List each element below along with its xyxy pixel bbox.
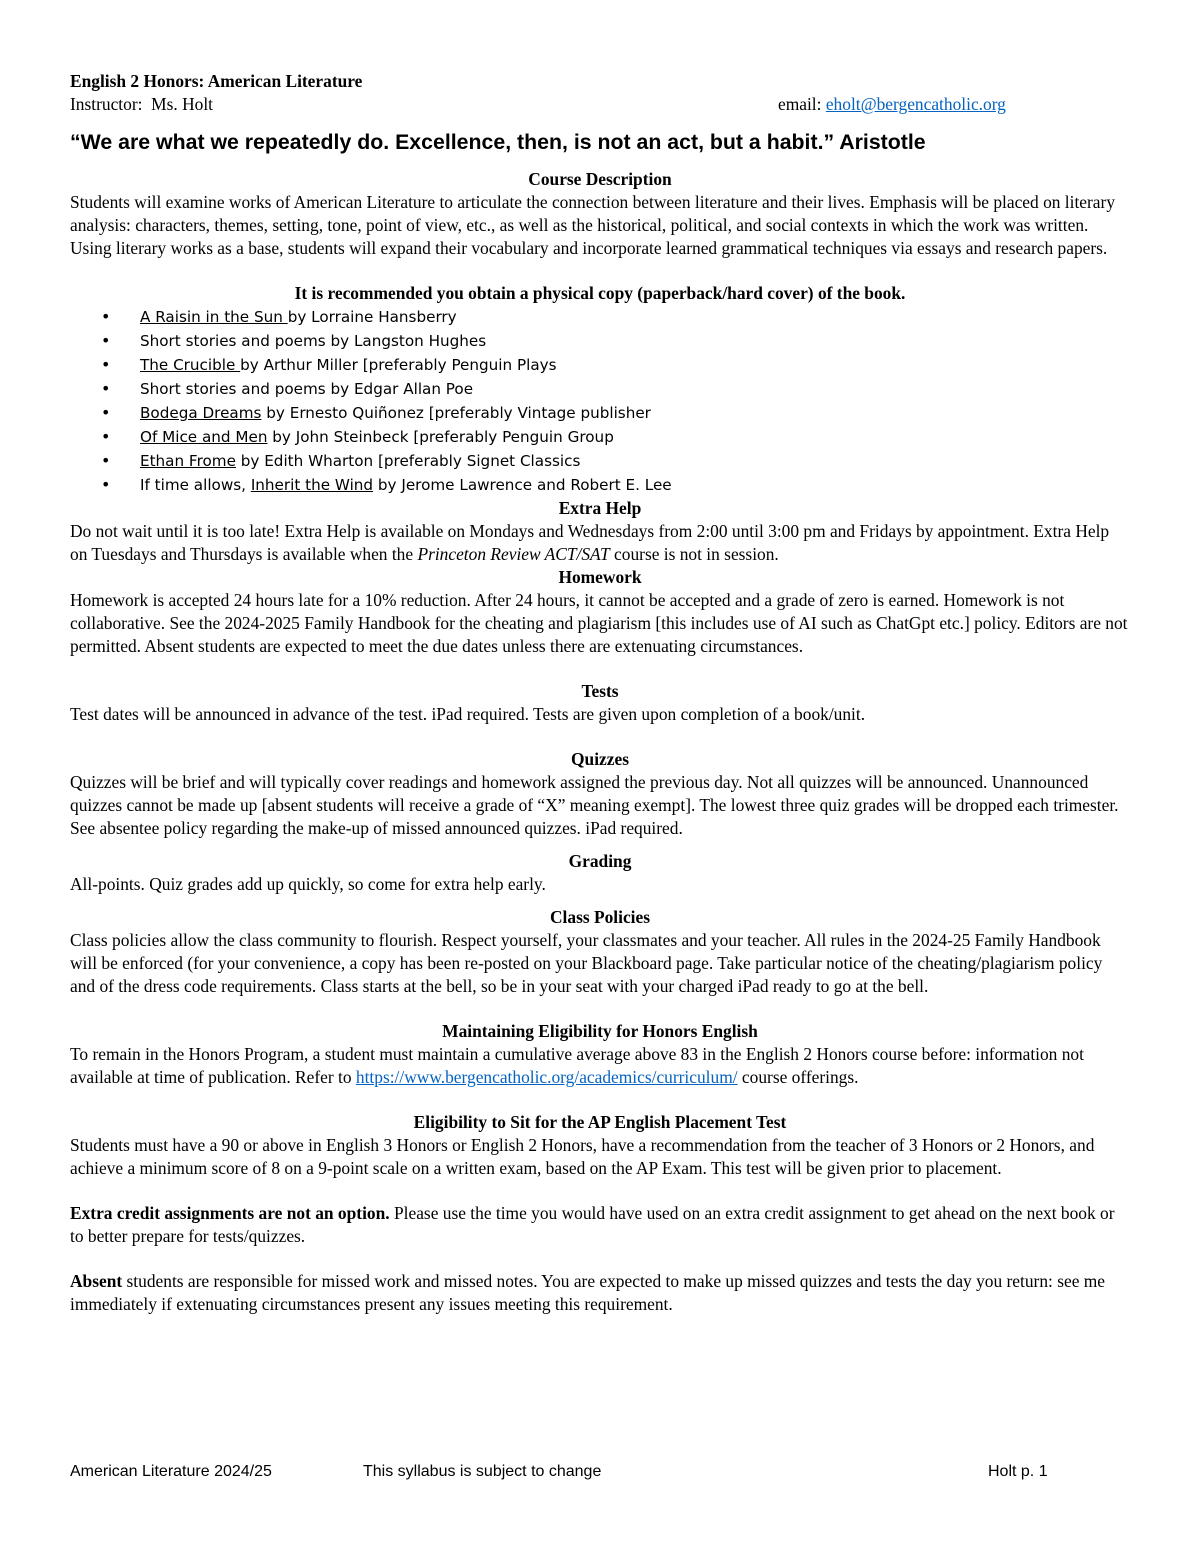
tests-body: Test dates will be announced in advance of the test. iPad required. Tests are given upon completion of a book/unit.: [70, 704, 866, 724]
eligibility-heading: Maintaining Eligibility for Honors English: [442, 1021, 758, 1041]
book-item: • Ethan Frome by Edith Wharton [preferably Signet Classics: [70, 449, 1130, 473]
book-title: Ethan Frome: [140, 452, 236, 470]
footer-center: This syllabus is subject to change: [363, 1463, 602, 1480]
class-policies-body: Class policies allow the class community to flourish. Respect yourself, your classmates and your teacher. All rules in the 2024-25 Family Handbook will be enforced (for your convenience, a copy has been re-posted on your Blackboard page. Take particular notice of the cheating/plagiarism policy and of the dress code requirements. Class starts at the bell, so be in your seat with your charged iPad ready to go at the bell.: [70, 930, 1103, 996]
curriculum-link[interactable]: https://www.bergencatholic.org/academics/curriculum/: [355, 1067, 738, 1087]
book-title: A Raisin in the Sun: [140, 308, 288, 326]
email-link[interactable]: eholt@bergencatholic.org: [825, 94, 1006, 114]
bullet-icon: •: [101, 307, 111, 326]
syllabus-page: [70, 70, 1130, 1316]
book-item: • The Crucible by Arthur Miller [preferably Penguin Plays: [70, 353, 1130, 377]
footer-page-number: Holt p. 1: [988, 1463, 1048, 1480]
quizzes-heading: Quizzes: [571, 749, 629, 769]
email-block: [778, 93, 1006, 116]
bullet-icon: •: [101, 355, 111, 374]
instructor-name: Ms. Holt: [151, 94, 213, 114]
tests-heading: Tests: [581, 681, 619, 701]
book-title: The Crucible: [140, 356, 241, 374]
book-item: • A Raisin in the Sun by Lorraine Hansberry: [70, 305, 1130, 329]
book-title: Bodega Dreams: [140, 404, 262, 422]
ap-eligibility-body: Students must have a 90 or above in English 3 Honors or English 2 Honors, have a recommendation from the teacher of 3 Honors or 2 Honors, and achieve a minimum score of 8 on a 9-point scale on a written exam, based on the AP Exam. This test will be given prior to placement.: [70, 1135, 1095, 1178]
extra-credit-paragraph: Extra credit assignments are not an option. Please use the time you would have used on an extra credit assignment to get ahead on the next book or to better prepare for tests/quizzes.: [70, 1203, 1115, 1246]
book-title: Inherit the Wind: [250, 476, 374, 494]
absent-paragraph: Absent students are responsible for missed work and missed notes. You are expected to make up missed quizzes and tests the day you return: see me immediately if extenuating circumstances present any issues meeting this requirement.: [70, 1271, 1106, 1314]
book-item: • Of Mice and Men by John Steinbeck [preferably Penguin Group: [70, 425, 1130, 449]
books-heading: It is recommended you obtain a physical copy (paperback/hard cover) of the book.: [294, 283, 906, 303]
book-item: • Short stories and poems by Langston Hughes: [70, 329, 1130, 353]
grading-body: All-points. Quiz grades add up quickly, so come for extra help early.: [70, 874, 546, 894]
aristotle-quote: “We are what we repeatedly do. Excellence, then, is not an act, but a habit.” Aristotle: [70, 130, 926, 154]
email-label: email:: [778, 94, 822, 114]
extra-help-heading: Extra Help: [558, 498, 642, 518]
eligibility-body: To remain in the Honors Program, a student must maintain a cumulative average above 83 in the English 2 Honors course before: information not available at time of publication. Refer to https://www.bergencatholic.org/academics/curriculum/ course offerings.: [70, 1044, 1084, 1087]
bullet-icon: •: [101, 475, 111, 494]
ap-eligibility-heading: Eligibility to Sit for the AP English Placement Test: [413, 1112, 787, 1132]
bullet-icon: •: [101, 451, 111, 470]
course-description-body: Students will examine works of American Literature to articulate the connection between literature and their lives. Emphasis will be placed on literary analysis: characters, themes, setting, tone, point of view, etc., as well as the historical, political, and social contexts in which the work was written. Using literary works as a base, students will expand their vocabulary and incorporate learned grammatical techniques via essays and research papers.: [70, 192, 1116, 258]
homework-body: Homework is accepted 24 hours late for a 10% reduction. After 24 hours, it cannot be accepted and a grade of zero is earned. Homework is not collaborative. See the 2024-2025 Family Handbook for the cheating and plagiarism [this includes use of AI such as ChatGpt etc.] policy. Editors are not permitted. Absent students are expected to meet the due dates unless there are extenuating circumstances.: [70, 590, 1128, 656]
book-list: [70, 305, 1130, 497]
quizzes-body: Quizzes will be brief and will typically cover readings and homework assigned the previous day. Not all quizzes will be announced. Unannounced quizzes cannot be made up [absent students will receive a grade of “X” meaning exempt]. The lowest three quiz grades will be dropped each trimester. See absentee policy regarding the make-up of missed announced quizzes. iPad required.: [70, 772, 1119, 838]
bullet-icon: •: [101, 331, 111, 350]
course-title: English 2 Honors: American Literature: [70, 71, 363, 91]
book-title: Of Mice and Men: [140, 428, 268, 446]
instructor-label: Instructor:: [70, 94, 143, 114]
bullet-icon: •: [101, 379, 111, 398]
grading-heading: Grading: [568, 851, 632, 871]
book-item: • If time allows, Inherit the Wind by Jerome Lawrence and Robert E. Lee: [70, 473, 1130, 497]
book-item: • Bodega Dreams by Ernesto Quiñonez [preferably Vintage publisher: [70, 401, 1130, 425]
footer-left: American Literature 2024/25: [70, 1463, 272, 1480]
homework-heading: Homework: [558, 567, 642, 587]
book-item: • Short stories and poems by Edgar Allan Poe: [70, 377, 1130, 401]
instructor-line: [70, 93, 1130, 116]
bullet-icon: •: [101, 427, 111, 446]
extra-help-body: Do not wait until it is too late! Extra Help is available on Mondays and Wednesdays from 2:00 until 3:00 pm and Fridays by appointment. Extra Help on Tuesdays and Thursdays is available when the Princeton Review ACT/SAT course is not in session.: [70, 521, 1110, 564]
class-policies-heading: Class Policies: [550, 907, 650, 927]
bullet-icon: •: [101, 403, 111, 422]
course-description-heading: Course Description: [528, 169, 672, 189]
